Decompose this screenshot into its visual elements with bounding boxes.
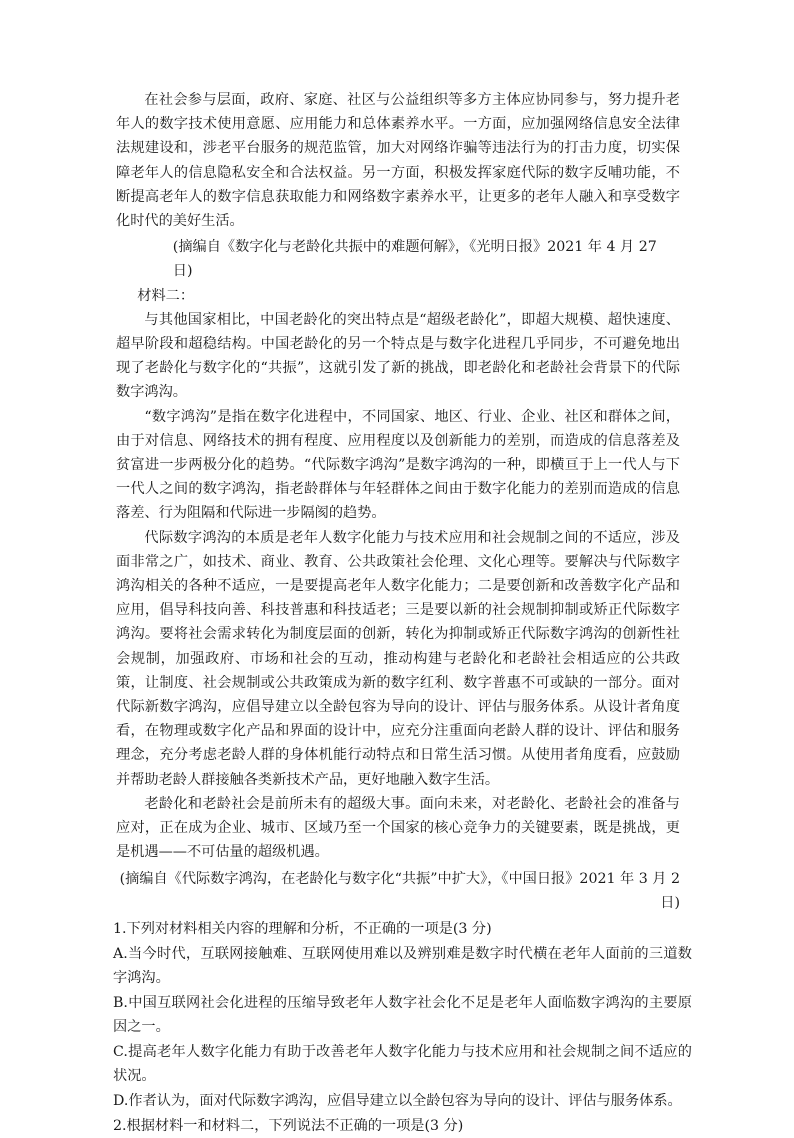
material-1-paragraph: 在社会参与层面，政府、家庭、社区与公益组织等多方主体应协同参与，努力提升老年人的数字技术使用意愿、应用能力和总体素养水平。一方面，应加强网络信息安全法律法规建设和，涉老平台服务的规范监管，加大对网络诈骗等违法行为的打击力度，切实保障老年人的信息隐私安全和合法权益。另一方面，积极发挥家庭代际的数字反哺功能，不断提高老年人的数字信息获取能力和网络数字素养水平，让更多的老年人融入和享受数字化时代的美好生活。	[116, 92, 680, 230]
material-2-paragraph: 老龄化和老龄社会是前所未有的超级大事。面向未来，对老龄化、老龄社会的准备与应对，正在成为企业、城市、区域乃至一个国家的核心竞争力的关键要素，既是挑战，更是机遇——不可估量的超级机遇。	[116, 795, 680, 861]
question-2-stem: 2.根据材料一和材料二，下列说法不正确的一项是(3 分)	[113, 1117, 464, 1134]
material-2-paragraph: 代际数字鸿沟的本质是老年人数字化能力与技术应用和社会规制之间的不适应，涉及面非常之广，如技术、商业、教育、公共政策社会伦理、文化心理等。要解决与代际数字鸿沟相关的各种不适应，一是要提高老年人数字化能力；二是要创新和改善数字化产品和应用，倡导科技向善、科技普惠和科技适老；三是要以新的社会规制抑制或矫正代际数字鸿沟。要将社会需求转化为制度层面的创新，转化为抑制或矫正代际数字鸿沟的创新性社会规制，加强政府、市场和社会的互动，推动构建与老龄化和老龄社会相适应的公共政策，让制度、社会规制或公共政策成为新的数字红利、数字普惠不可或缺的一部分。面对代际新数字鸿沟，应倡导建立以全龄包容为导向的设计、评估与服务体系。从设计者角度看，在物理或数字化产品和界面的设计中，应充分注重面向老龄人群的设计、评估和服务理念，充分考虑老龄人群的身体机能行动特点和日常生活习惯。从使用者角度看，应鼓励并帮助老龄人群接触各类新技术产品，更好地融入数字生活。	[116, 529, 680, 788]
material-2-label: 材料二：	[137, 287, 195, 304]
question-section	[113, 917, 692, 1138]
question-1-option-b: B.中国互联网社会化进程的压缩导致老年人数字社会化不足是老年人面临数字鸿沟的主要原因之一。	[113, 994, 692, 1036]
material-2-source: (摘编自《代际数字鸿沟，在老龄化与数字化“共振”中扩大》，《中国日报》2021 年 3 月 2 日)	[119, 870, 680, 911]
material-1-source: (摘编自《数字化与老龄化共振中的难题何解》，《光明日报》2021 年 4 月 27 日)	[172, 239, 657, 280]
question-1-option-d: D.作者认为，面对代际数字鸿沟，应倡导建立以全龄包容为导向的设计、评估与服务体系。	[113, 1093, 682, 1110]
material-2-paragraph: 与其他国家相比，中国老龄化的突出特点是“超级老龄化”，即超大规模、超快速度、超早阶段和超稳结构。中国老龄化的另一个特点是与数字化进程几乎同步，不可避免地出现了老龄化与数字化的“共振”，这就引发了新的挑战，即老龄化和老龄社会背景下的代际数字鸿沟。	[116, 311, 680, 401]
material-2-paragraph: “数字鸿沟”是指在数字化进程中，不同国家、地区、行业、企业、社区和群体之间，由于对信息、网络技术的拥有程度、应用程度以及创新能力的差别，而造成的信息落差及贫富进一步两极分化的趋势。“代际数字鸿沟”是数字鸿沟的一种，即横亘于上一代人与下一代人之间的数字鸿沟，指老龄群体与年轻群体之间由于数字化能力的差别而造成的信息落差、行为阻隔和代际进一步隔阂的趋势。	[116, 408, 680, 522]
question-1-option-c: C.提高老年人数字化能力有助于改善老年人数字化能力与技术应用和社会规制之间不适应的状况。	[113, 1043, 692, 1085]
question-1-stem: 1.下列对材料相关内容的理解和分析，不正确的一项是(3 分)	[113, 920, 492, 937]
reading-material	[116, 88, 680, 915]
question-1-option-a: A.当今时代，互联网接触难、互联网使用难以及辨别难是数字时代横在老年人面前的三道数字鸿沟。	[113, 945, 692, 987]
